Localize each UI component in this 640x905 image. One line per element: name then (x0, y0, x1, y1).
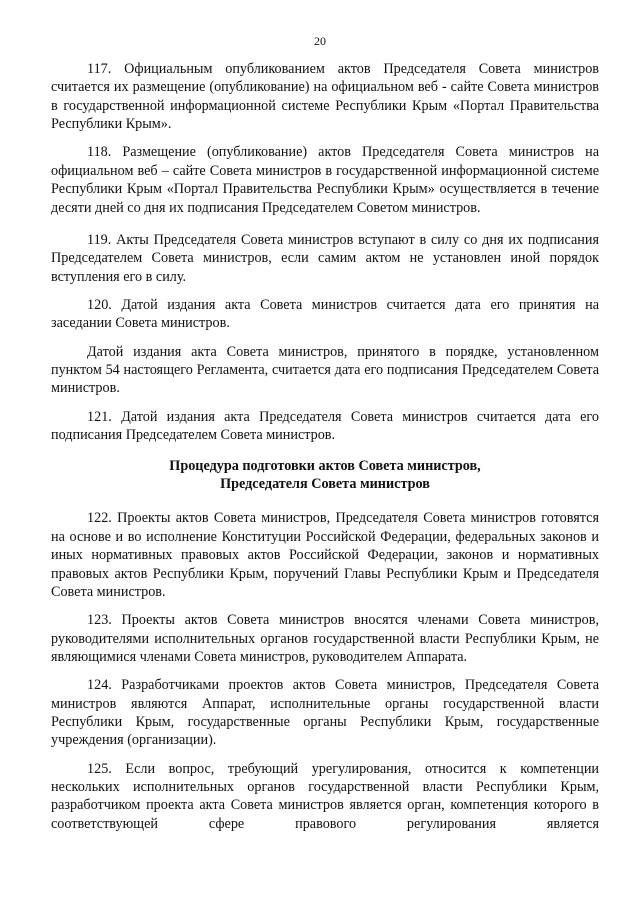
paragraph-119: 119. Акты Председателя Совета министров вступают в силу со дня их подписания Председателем Совета министров, если самим актом не установлен иной порядок вступления его в силу. (51, 232, 599, 285)
section-heading-line-1: Процедура подготовки актов Совета министров, (169, 457, 481, 474)
paragraph-124: 124. Разработчиками проектов актов Совета министров, Председателя Совета министров являются Аппарат, исполнительные органы государственной власти Республики Крым, государственные органы Республики Крым, государственные учреждения (организации). (51, 677, 599, 749)
paragraph-121: 121. Датой издания акта Председателя Совета министров считается дата его подписания Председателем Совета министров. (51, 408, 599, 444)
paragraph-117: 117. Официальным опубликованием актов Председателя Совета министров считается их размещение (опубликование) на официальном веб - сайте Совета министров в государственной информационной системе Республики Крым «Портал Правительства Республики Крым». (51, 61, 599, 133)
paragraph-120-continued: Датой издания акта Совета министров, принятого в порядке, установленном пунктом 54 настоящего Регламента, считается дата его подписания Председателем Совета министров. (51, 343, 599, 397)
paragraph-122: 122. Проекты актов Совета министров, Председателя Совета министров готовятся на основе и во исполнение Конституции Российской Федерации, федеральных законов и иных нормативных правовых актов Российской Федерации, законов и нормативных правовых актов Республики Крым, поручений Главы Республики Крым и Председателя Совета министров. (51, 510, 599, 600)
section-heading (51, 457, 599, 494)
section-heading-line-2: Председателя Совета министров (220, 475, 430, 492)
paragraph-123: 123. Проекты актов Совета министров вносятся членами Совета министров, руководителями исполнительных органов государственной власти Республики Крым, не являющимися членами Совета министров, руководителем Аппарата. (51, 612, 599, 665)
paragraph-118: 118. Размещение (опубликование) актов Председателя Совета министров на официальном веб – сайте Совета министров в государственной информационной системе Республики Крым «Портал Правительства Республики Крым» осуществляется в течение десяти дней со дня их подписания Председателем Советом министров. (51, 144, 599, 216)
paragraph-120: 120. Датой издания акта Совета министров считается дата его принятия на заседании Совета министров. (51, 297, 599, 332)
paragraph-125: 125. Если вопрос, требующий урегулирования, относится к компетенции нескольких исполнительных органов государственной власти Республики Крым, разработчиком проекта акта Совета министров является орган, компетенция которого в соответствующей сфере правового регулирования является (51, 760, 599, 832)
page-number: 20 (314, 34, 326, 48)
document-body (51, 60, 599, 843)
